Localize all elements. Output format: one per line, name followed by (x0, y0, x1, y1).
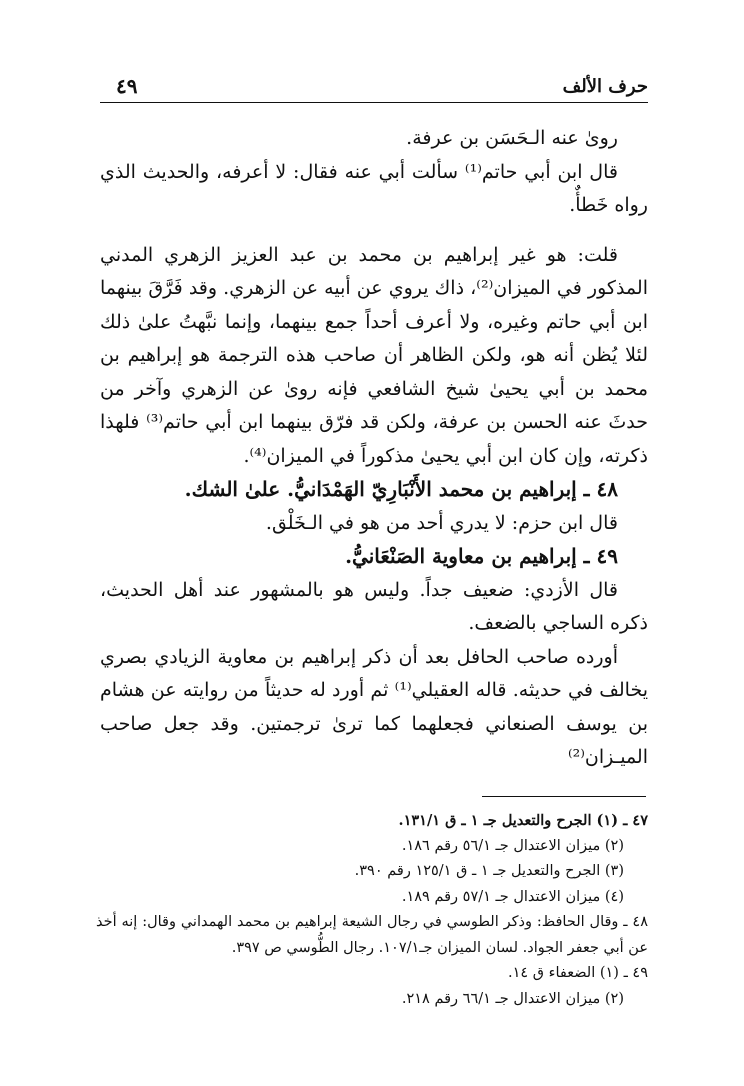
footnote-47-4: (٤) ميزان الاعتدال جـ ٥٧/١ رقم ١٨٩. (401, 888, 624, 905)
entry-48-heading: ٤٨ ـ إبراهيم بن محمد الأَنْبَارِيّ الهَمْدَانيُّ. علىٰ الشك. (184, 477, 618, 501)
footnote-49-1: ٤٩ ـ (١) الضعفاء ق ١٤. (507, 965, 648, 981)
footnotes (96, 808, 648, 1012)
entry-48-text: قال ابن حزم: لا يدري أحد من هو في الـخَلْق. (265, 511, 618, 534)
main-text (100, 122, 648, 775)
footnote-47-3: (٣) الجرح والتعديل جـ ١ ـ ق ١٢٥/١ رقم ٣٩٠. (354, 863, 624, 879)
footnote-47-2: (٢) ميزان الاعتدال جـ ٥٦/١ رقم ١٨٦. (401, 837, 624, 854)
paragraph-qultu: قلت: هو غير إبراهيم بن محمد بن عبد العزيز الزهري المدني المذكور في الميزان⁽²⁾، ذاك يروي عن أبيه عن الزهري. وقد فَرَّقَ بينهما ابن أبي حاتم وغيره، ولا أعرف أحداً جمع بينهما، وإنما نبَّهتُ علىٰ ذلك لئلا يُظن أنه هو، ولكن الظاهر أن صاحب هذه الترجمة هو إبراهيم بن محمد بن أبي يحيىٰ شيخ الشافعي فإنه روىٰ عن الزهري وآخر من حدثَ عنه الحسن بن عرفة، ولكن قد فرّق بينهما ابن أبي حاتم⁽³⁾ فلهذا ذكرته، وإن كان ابن أبي يحيىٰ مذكوراً في الميزان⁽⁴⁾. (100, 243, 648, 467)
paragraph-narration: رویٰ عنه الـحَسَن بن عرفة. (406, 127, 618, 149)
footnote-49-2: (٢) ميزان الاعتدال جـ ٦٦/١ رقم ٢١٨. (401, 990, 624, 1007)
footnote-48: ٤٨ ـ وقال الحافظ: وذكر الطوسي في رجال الشيعة إبراهيم بن محمد الهمداني وقال: إنه أخذ عن أبي جعفر الجواد. لسان الميزان جـ١٠٧/١. رجال الطُّوسي ص ٣٩٧. (96, 914, 648, 956)
page-number: ٤٩ (116, 74, 138, 98)
entry-49-text: قال الأزدي: ضعيف جداً. وليس هو بالمشهور عند أهل الحديث، ذكره الساجي بالضعف. (100, 578, 648, 634)
page-header (100, 70, 648, 103)
paragraph-hafil: أورده صاحب الحافل بعد أن ذكر إبراهيم بن معاوية الزيادي بصري يخالف في حديثه. قاله العقيلي⁽¹⁾ ثم أورد له حديثاً من روايته عن هشام بن يوسف الصنعاني فجعلهما كما ترىٰ ترجمتين. وقد جعل صاحب الميـزان⁽²⁾ (100, 645, 648, 768)
footnote-47-1: ٤٧ ـ (١) الجرح والتعديل جـ ١ ـ ق ١٣١/١. (398, 812, 648, 829)
paragraph-gap (100, 223, 648, 239)
paragraph-abi-hatim: قال ابن أبي حاتم⁽¹⁾ سألت أبي عنه فقال: لا أعرفه، والحديث الذي رواه خَطأٌ. (100, 160, 648, 216)
running-title: حرف الألف (562, 76, 648, 97)
entry-49-heading: ٤٩ ـ إبراهيم بن معاوية الصَنْعَانيُّ. (345, 544, 618, 568)
footnote-separator (482, 796, 646, 797)
